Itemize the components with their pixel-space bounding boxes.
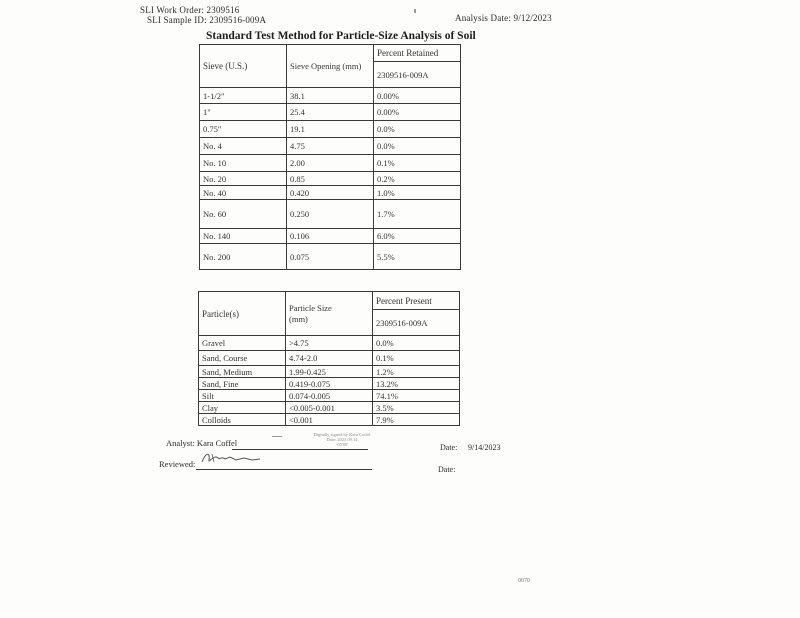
- date-label-2: Date:: [438, 465, 456, 474]
- sieve-row: No. 20 0.85 0.2%: [200, 172, 461, 186]
- particle-row: Gravel >4.75 0.0%: [199, 336, 460, 351]
- particle-header: Particle(s): [199, 292, 286, 336]
- particle-row: Sand, Course 4.74-2.0 0.1%: [199, 351, 460, 366]
- sieve-row: No. 60 0.250 1.7%: [200, 200, 461, 229]
- sample-id-label: SLI Sample ID: 2309516-009A: [147, 15, 267, 25]
- page-number: 0070: [518, 578, 530, 584]
- sieve-row: No. 140 0.106 6.0%: [200, 229, 461, 244]
- percent-retained-header: Percent Retained: [374, 45, 461, 62]
- scan-mark: [414, 9, 416, 13]
- particle-row: Sand, Medium 1.99-0.425 1.2%: [199, 366, 460, 378]
- particle-table: [198, 291, 460, 426]
- work-order-label: SLI Work Order: 2309516: [140, 5, 240, 15]
- particle-size-header: Particle Size (mm): [286, 292, 373, 336]
- sample-column-header: 2309516-009A: [374, 62, 461, 88]
- digital-stamp: Digitally signed by Kara Coffel Date: 2023.09.14 -05'00': [313, 432, 371, 447]
- sieve-header: Sieve (U.S.): [200, 45, 287, 88]
- page-title: Standard Test Method for Particle-Size Analysis of Soil: [206, 30, 476, 42]
- particle-row: Sand, Fine 0.419-0.075 13.2%: [199, 378, 460, 390]
- opening-header: Sieve Opening (mm): [287, 45, 374, 88]
- sieve-row: No. 40 0.420 1.0%: [200, 186, 461, 200]
- sieve-row: 1" 25.4 0.00%: [200, 104, 461, 121]
- sieve-row: No. 10 2.00 0.1%: [200, 155, 461, 172]
- particle-row: Colloids <0.001 7.9%: [199, 414, 460, 426]
- sieve-row: 0.75" 19.1 0.0%: [200, 121, 461, 138]
- sieve-row: No. 4 4.75 0.0%: [200, 138, 461, 155]
- sieve-table: [199, 44, 461, 270]
- sample-column-header: 2309516-009A: [373, 310, 460, 336]
- date-label: Date:: [440, 443, 458, 452]
- date-value: 9/14/2023: [468, 443, 501, 452]
- analyst-label: Analyst: Kara Coffel: [166, 438, 238, 448]
- percent-present-header: Percent Present: [373, 292, 460, 310]
- signature-mark: [272, 436, 282, 437]
- reviewer-signature-line: [196, 469, 372, 470]
- sieve-row: 1-1/2" 38.1 0.00%: [200, 88, 461, 104]
- reviewed-label: Reviewed:: [159, 459, 196, 469]
- sieve-row: No. 200 0.075 5.5%: [200, 244, 461, 270]
- particle-row: Silt 0.074-0.005 74.1%: [199, 390, 460, 402]
- particle-row: Clay <0.005-0.001 3.5%: [199, 402, 460, 414]
- reviewer-signature: [200, 450, 262, 466]
- analysis-date-label: Analysis Date: 9/12/2023: [455, 13, 552, 23]
